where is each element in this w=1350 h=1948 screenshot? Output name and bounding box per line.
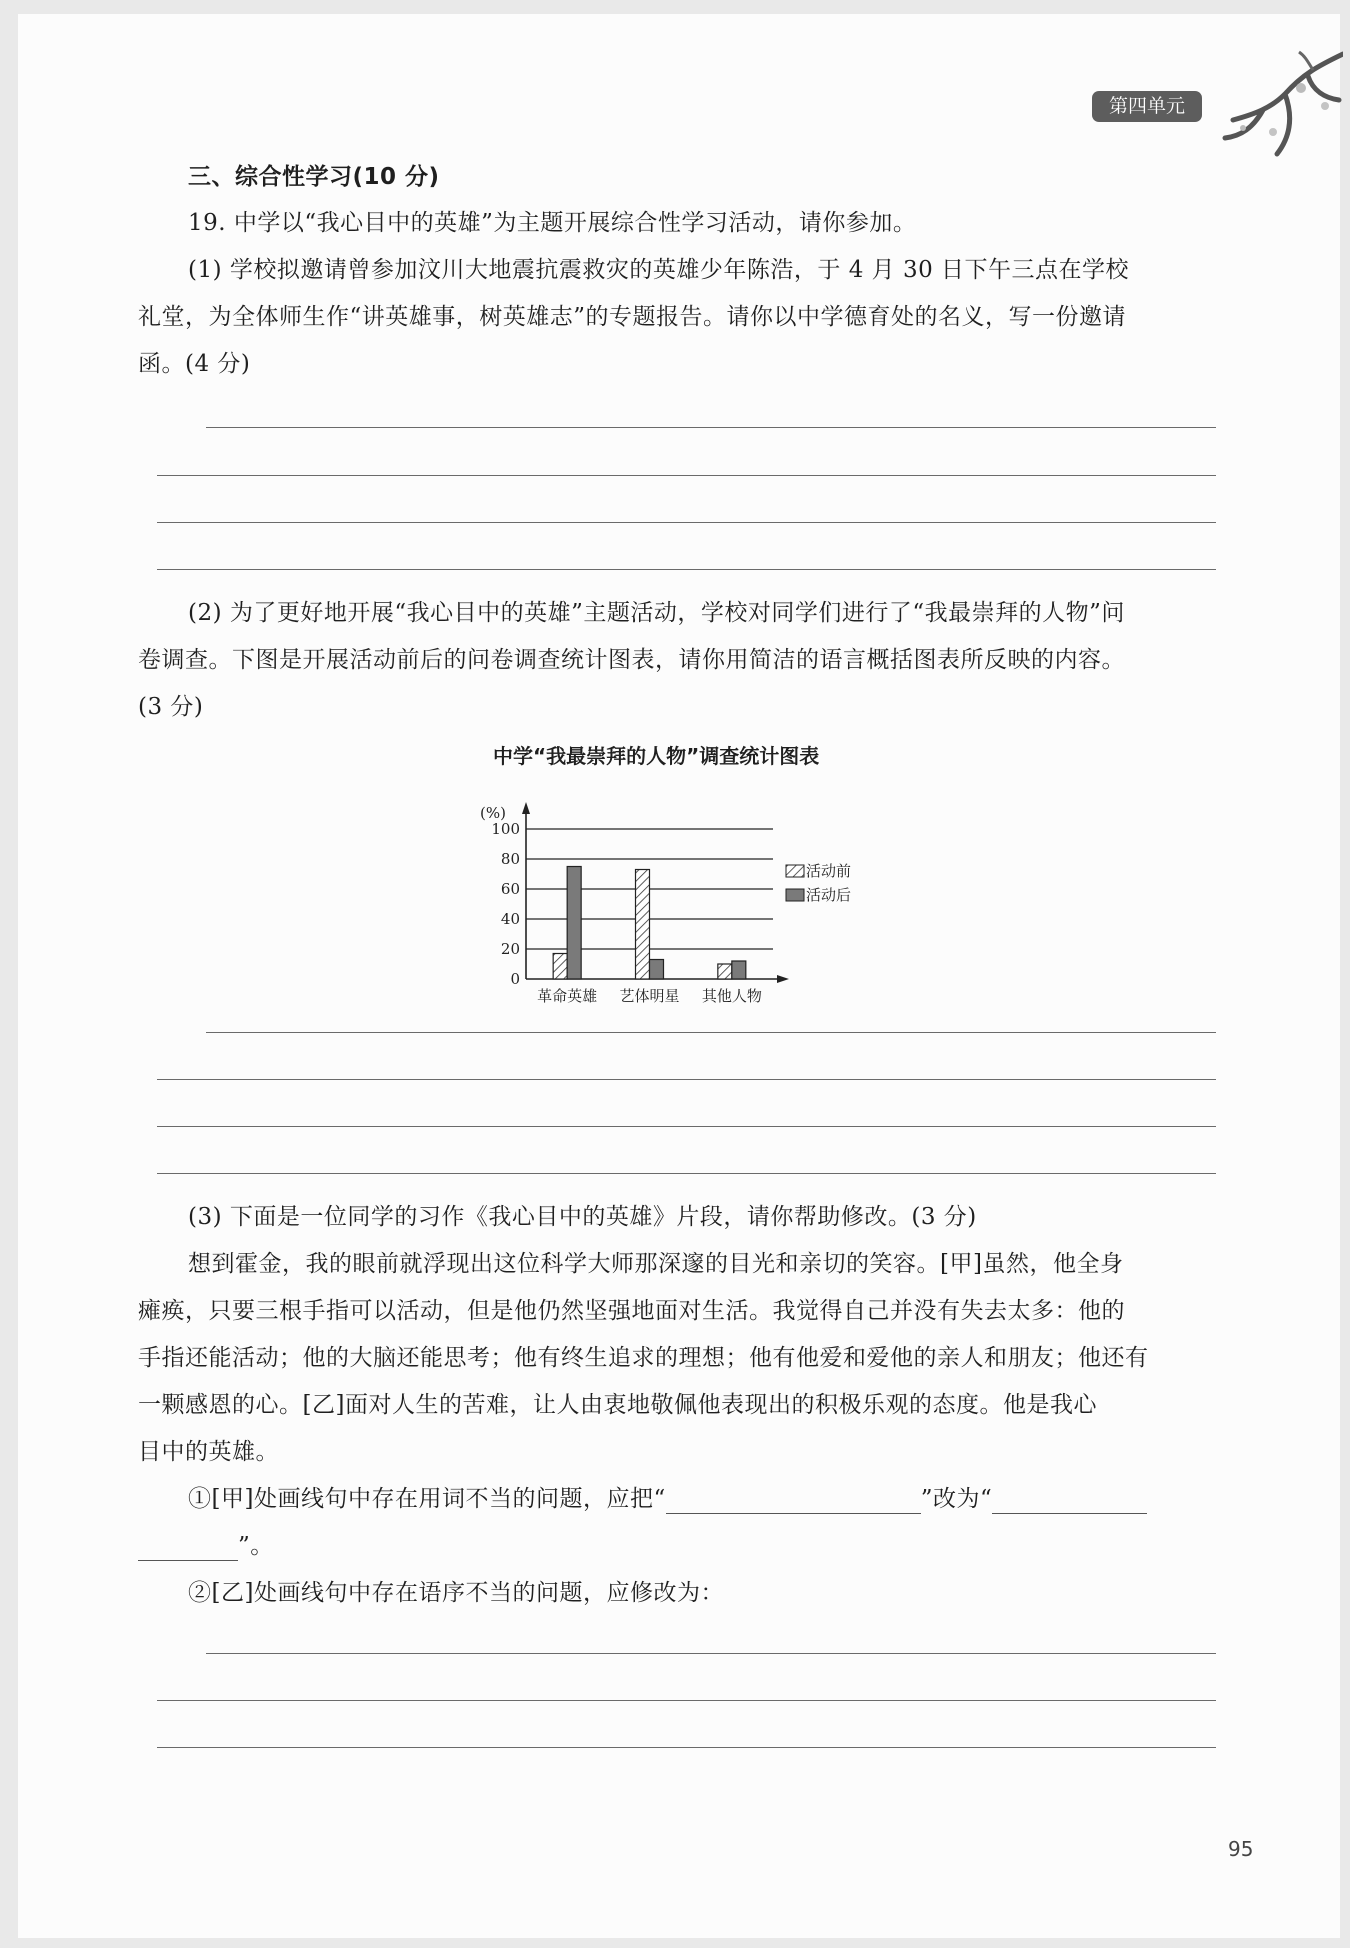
question-intro: 19. 中学以“我心目中的英雄”为主题开展综合性学习活动，请你参加。: [188, 210, 917, 236]
part2-line: 卷调查。下图是开展活动前后的问卷调查统计图表，请你用简洁的语言概括图表所反映的内容。: [138, 647, 1125, 673]
answer-line[interactable]: [157, 1747, 1216, 1748]
y-tick-label: 20: [500, 940, 520, 958]
answer-line[interactable]: [157, 522, 1216, 523]
y-tick-label: 60: [500, 880, 520, 898]
subquestion-1-text: ”改为“: [920, 1486, 993, 1512]
page-number: 95: [1228, 1837, 1254, 1861]
section-title: 三、综合性学习(10 分): [188, 164, 440, 190]
unit-badge: 第四单元: [1092, 91, 1202, 122]
legend-swatch: [786, 865, 804, 877]
page: [18, 14, 1340, 1938]
part1-line: 函。(4 分): [138, 351, 251, 377]
subquestion-1-text: ①[甲]处画线句中存在用词不当的问题，应把“: [188, 1486, 666, 1512]
subquestion-1-cont: [138, 1531, 274, 1561]
part1-line: 礼堂，为全体师生作“讲英雄事，树英雄志”的专题报告。请你以中学德育处的名义，写一份邀请: [138, 304, 1127, 330]
passage-line: 手指还能活动；他的大脑还能思考；他有终生追求的理想；他有他爱和爱他的亲人和朋友；他还有: [138, 1345, 1149, 1371]
subquestion-1-text: ”。: [238, 1533, 274, 1559]
answer-line[interactable]: [157, 1126, 1216, 1127]
y-axis-arrow: [522, 802, 530, 814]
part2-line: (2) 为了更好地开展“我心目中的英雄”主题活动，学校对同学们进行了“我最崇拜的人物”问: [188, 600, 1125, 626]
passage-line: 想到霍金，我的眼前就浮现出这位科学大师那深邃的目光和亲切的笑容。[甲]虽然，他全身: [188, 1251, 1124, 1277]
x-axis-arrow: [777, 975, 789, 983]
plum-branch-decoration: [1213, 36, 1343, 166]
subquestion-2: ②[乙]处画线句中存在语序不当的问题，应修改为：: [188, 1580, 724, 1606]
y-tick-label: 0: [510, 970, 520, 988]
passage-line: 目中的英雄。: [138, 1439, 279, 1465]
chart-title: 中学“我最崇拜的人物”调查统计图表: [493, 744, 820, 768]
answer-line[interactable]: [157, 569, 1216, 570]
y-tick-label: 80: [500, 850, 520, 868]
answer-line[interactable]: [206, 1653, 1216, 1654]
bar-after: [650, 960, 664, 980]
passage-line: 一颗感恩的心。[乙]面对人生的苦难，让人由衷地敬佩他表现出的积极乐观的态度。他是我心: [138, 1392, 1097, 1418]
fill-blank[interactable]: [138, 1534, 238, 1561]
part1-line: (1) 学校拟邀请曾参加汶川大地震抗震救灾的英雄少年陈浩，于 4 月 30 日下午三点在学校: [188, 257, 1130, 283]
answer-line[interactable]: [157, 1700, 1216, 1701]
y-tick-label: 100: [491, 820, 520, 838]
answer-line[interactable]: [206, 427, 1216, 428]
legend-swatch: [786, 889, 804, 901]
answer-line[interactable]: [206, 1032, 1216, 1033]
subquestion-1: [188, 1484, 1147, 1514]
fill-blank[interactable]: [666, 1487, 921, 1514]
bar-after: [567, 867, 581, 980]
bar-before: [553, 954, 567, 980]
legend-label: 活动后: [806, 886, 852, 904]
bar-before: [636, 870, 650, 980]
legend-label: 活动前: [806, 862, 852, 880]
bar-after: [732, 961, 746, 979]
y-tick-label: 40: [500, 910, 520, 928]
x-tick-label: 革命英雄: [537, 987, 598, 1005]
bar-before: [718, 964, 732, 979]
part3-line: (3) 下面是一位同学的习作《我心目中的英雄》片段，请你帮助修改。(3 分): [188, 1204, 977, 1230]
fill-blank[interactable]: [992, 1487, 1147, 1514]
passage-line: 瘫痪，只要三根手指可以活动，但是他仍然坚强地面对生活。我觉得自己并没有失去太多：他的: [138, 1298, 1125, 1324]
x-tick-label: 其他人物: [701, 987, 762, 1005]
answer-line[interactable]: [157, 1173, 1216, 1174]
answer-line[interactable]: [157, 1079, 1216, 1080]
part2-line: (3 分): [138, 694, 204, 720]
x-tick-label: 艺体明星: [619, 987, 680, 1005]
answer-line[interactable]: [157, 475, 1216, 476]
y-axis-label: (%): [480, 804, 506, 822]
survey-bar-chart: [478, 784, 898, 1014]
